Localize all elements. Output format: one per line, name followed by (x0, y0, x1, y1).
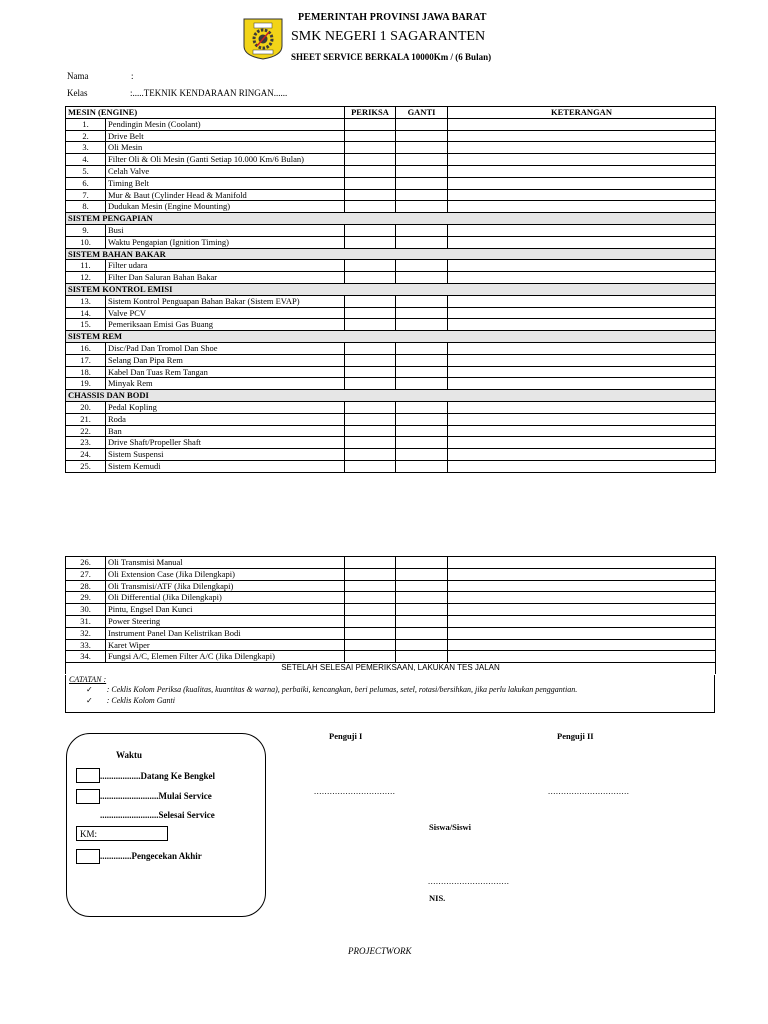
periksa-cell[interactable] (345, 651, 396, 663)
item-name: Disc/Pad Dan Tromol Dan Shoe (106, 342, 345, 354)
section-title: CHASSIS DAN BODI (66, 390, 716, 402)
item-number: 2. (66, 130, 106, 142)
table-row (66, 366, 716, 378)
header-keterangan: KETERANGAN (448, 107, 716, 119)
keterangan-cell[interactable] (448, 154, 716, 166)
table-row (66, 580, 716, 592)
table-row (66, 425, 716, 437)
ganti-cell[interactable] (396, 177, 448, 189)
mulai-label: ..........................Mulai Service (100, 791, 212, 801)
school-logo (241, 16, 285, 60)
periksa-cell[interactable] (345, 627, 396, 639)
table-row (66, 189, 716, 201)
periksa-cell[interactable] (345, 378, 396, 390)
ganti-cell[interactable] (396, 604, 448, 616)
keterangan-cell[interactable] (448, 342, 716, 354)
notes-line-1 (86, 685, 577, 694)
item-name: Oli Extension Case (Jika Dilengkapi) (106, 568, 345, 580)
siswa-label: Siswa/Siswi (429, 822, 472, 832)
item-name: Drive Shaft/Propeller Shaft (106, 437, 345, 449)
service-table-1 (65, 106, 716, 473)
item-name: Roda (106, 413, 345, 425)
periksa-cell[interactable] (345, 401, 396, 413)
keterangan-cell[interactable] (448, 319, 716, 331)
item-number: 21. (66, 413, 106, 425)
table-row (66, 154, 716, 166)
header-periksa: PERIKSA (345, 107, 396, 119)
item-number: 32. (66, 627, 106, 639)
item-name: Minyak Rem (106, 378, 345, 390)
keterangan-cell[interactable] (448, 378, 716, 390)
periksa-cell[interactable] (345, 366, 396, 378)
section-row (66, 213, 716, 225)
ganti-cell[interactable] (396, 118, 448, 130)
penguji-2-label: Penguji II (557, 731, 594, 741)
pengecekan-label: ..............Pengecekan Akhir (100, 851, 202, 861)
keterangan-cell[interactable] (448, 568, 716, 580)
keterangan-cell[interactable] (448, 130, 716, 142)
table-row (66, 260, 716, 272)
keterangan-cell[interactable] (448, 295, 716, 307)
periksa-cell[interactable] (345, 592, 396, 604)
ganti-cell[interactable] (396, 295, 448, 307)
kelas-value: :.....TEKNIK KENDARAAN RINGAN...... (130, 88, 288, 98)
item-number: 8. (66, 201, 106, 213)
notes-box (65, 675, 715, 713)
penguji-1-signature-line[interactable]: ............................... (314, 786, 396, 796)
item-name: Busi (106, 224, 345, 236)
keterangan-cell[interactable] (448, 437, 716, 449)
check-icon: ✓ (86, 696, 93, 705)
notes-title: CATATAN : (69, 675, 107, 684)
ganti-cell[interactable] (396, 460, 448, 472)
keterangan-cell[interactable] (448, 592, 716, 604)
item-name: Oli Transmisi Manual (106, 557, 345, 569)
periksa-cell[interactable] (345, 118, 396, 130)
item-number: 7. (66, 189, 106, 201)
keterangan-cell[interactable] (448, 366, 716, 378)
keterangan-cell[interactable] (448, 401, 716, 413)
periksa-cell[interactable] (345, 354, 396, 366)
section-row (66, 390, 716, 402)
table-row (66, 437, 716, 449)
item-number: 24. (66, 449, 106, 461)
keterangan-cell[interactable] (448, 177, 716, 189)
item-number: 19. (66, 378, 106, 390)
table-row (66, 413, 716, 425)
table-row (66, 460, 716, 472)
item-number: 28. (66, 580, 106, 592)
item-name: Oli Transmisi/ATF (Jika Dilengkapi) (106, 580, 345, 592)
keterangan-cell[interactable] (448, 224, 716, 236)
table-row (66, 378, 716, 390)
keterangan-cell[interactable] (448, 201, 716, 213)
item-name: Sistem Kemudi (106, 460, 345, 472)
table-row (66, 236, 716, 248)
item-number: 6. (66, 177, 106, 189)
table-row (66, 568, 716, 580)
item-name: Sistem Kontrol Penguapan Bahan Bakar (Sistem EVAP) (106, 295, 345, 307)
table-row (66, 142, 716, 154)
item-number: 31. (66, 615, 106, 627)
item-name: Selang Dan Pipa Rem (106, 354, 345, 366)
item-number: 4. (66, 154, 106, 166)
item-number: 12. (66, 272, 106, 284)
item-number: 20. (66, 401, 106, 413)
keterangan-cell[interactable] (448, 354, 716, 366)
item-name: Valve PCV (106, 307, 345, 319)
ganti-cell[interactable] (396, 378, 448, 390)
keterangan-cell[interactable] (448, 260, 716, 272)
item-name: Timing Belt (106, 177, 345, 189)
keterangan-cell[interactable] (448, 615, 716, 627)
table-row (66, 165, 716, 177)
item-name: Pintu, Engsel Dan Kunci (106, 604, 345, 616)
after-check-row (66, 663, 716, 674)
ganti-cell[interactable] (396, 272, 448, 284)
periksa-cell[interactable] (345, 224, 396, 236)
item-number: 34. (66, 651, 106, 663)
item-number: 33. (66, 639, 106, 651)
ganti-cell[interactable] (396, 260, 448, 272)
periksa-cell[interactable] (345, 449, 396, 461)
periksa-cell[interactable] (345, 557, 396, 569)
periksa-cell[interactable] (345, 425, 396, 437)
selesai-spacer (76, 809, 100, 824)
periksa-cell[interactable] (345, 639, 396, 651)
item-name: Pemeriksaan Emisi Gas Buang (106, 319, 345, 331)
table-header-row (66, 107, 716, 119)
item-number: 23. (66, 437, 106, 449)
notes-line-1-text: : Ceklis Kolom Periksa (kualitas, kuantitas & warna), perbaiki, kencangkan, beri pelumas, setel, rotasi/bersihkan, jika perlu lakukan penggantian. (106, 685, 578, 694)
ganti-cell[interactable] (396, 224, 448, 236)
keterangan-cell[interactable] (448, 189, 716, 201)
item-number: 17. (66, 354, 106, 366)
item-name: Fungsi A/C, Elemen Filter A/C (Jika Dilengkapi) (106, 651, 345, 663)
keterangan-cell[interactable] (448, 460, 716, 472)
item-name: Ban (106, 425, 345, 437)
item-number: 25. (66, 460, 106, 472)
item-number: 15. (66, 319, 106, 331)
time-box (66, 733, 266, 917)
section-title: SISTEM REM (66, 331, 716, 343)
section-title: SISTEM KONTROL EMISI (66, 283, 716, 295)
ganti-cell[interactable] (396, 592, 448, 604)
header-mesin: MESIN (ENGINE) (66, 107, 345, 119)
ganti-cell[interactable] (396, 568, 448, 580)
table-row (66, 639, 716, 651)
item-number: 9. (66, 224, 106, 236)
nama-field (67, 71, 187, 83)
keterangan-cell[interactable] (448, 272, 716, 284)
periksa-cell[interactable] (345, 580, 396, 592)
periksa-cell[interactable] (345, 307, 396, 319)
keterangan-cell[interactable] (448, 307, 716, 319)
kelas-field (67, 88, 367, 100)
table-row (66, 354, 716, 366)
periksa-cell[interactable] (345, 177, 396, 189)
keterangan-cell[interactable] (448, 557, 716, 569)
item-name: Pedal Kopling (106, 401, 345, 413)
keterangan-cell[interactable] (448, 413, 716, 425)
ganti-cell[interactable] (396, 651, 448, 663)
siswa-signature-line[interactable]: ............................... (428, 876, 510, 886)
ganti-cell[interactable] (396, 627, 448, 639)
keterangan-cell[interactable] (448, 236, 716, 248)
keterangan-cell[interactable] (448, 604, 716, 616)
keterangan-cell[interactable] (448, 639, 716, 651)
periksa-cell[interactable] (345, 295, 396, 307)
item-number: 18. (66, 366, 106, 378)
ganti-cell[interactable] (396, 201, 448, 213)
ganti-cell[interactable] (396, 449, 448, 461)
item-number: 27. (66, 568, 106, 580)
item-name: Celah Valve (106, 165, 345, 177)
table-row (66, 592, 716, 604)
ganti-cell[interactable] (396, 130, 448, 142)
ganti-cell[interactable] (396, 401, 448, 413)
table-row (66, 449, 716, 461)
item-number: 3. (66, 142, 106, 154)
periksa-cell[interactable] (345, 342, 396, 354)
item-number: 14. (66, 307, 106, 319)
item-name: Waktu Pengapian (Ignition Timing) (106, 236, 345, 248)
periksa-cell[interactable] (345, 201, 396, 213)
after-check-text: SETELAH SELESAI PEMERIKSAAN, LAKUKAN TES JALAN (66, 663, 716, 674)
keterangan-cell[interactable] (448, 142, 716, 154)
ganti-cell[interactable] (396, 639, 448, 651)
item-number: 26. (66, 557, 106, 569)
item-name: Instrument Panel Dan Kelistrikan Bodi (106, 627, 345, 639)
ganti-cell[interactable] (396, 615, 448, 627)
datang-checkbox[interactable] (76, 768, 100, 783)
periksa-cell[interactable] (345, 189, 396, 201)
periksa-cell[interactable] (345, 165, 396, 177)
periksa-cell[interactable] (345, 260, 396, 272)
ganti-cell[interactable] (396, 425, 448, 437)
table-row (66, 651, 716, 663)
section-title: SISTEM PENGAPIAN (66, 213, 716, 225)
periksa-cell[interactable] (345, 272, 396, 284)
periksa-cell[interactable] (345, 413, 396, 425)
ganti-cell[interactable] (396, 354, 448, 366)
item-number: 13. (66, 295, 106, 307)
notes-line-2 (86, 696, 175, 705)
table-row (66, 118, 716, 130)
province-title: PEMERINTAH PROVINSI JAWA BARAT (298, 12, 487, 23)
table-row (66, 130, 716, 142)
ganti-cell[interactable] (396, 307, 448, 319)
item-name: Oli Differential (Jika Dilengkapi) (106, 592, 345, 604)
km-field[interactable] (76, 826, 168, 841)
km-label: KM: (80, 829, 98, 839)
keterangan-cell[interactable] (448, 580, 716, 592)
keterangan-cell[interactable] (448, 118, 716, 130)
ganti-cell[interactable] (396, 580, 448, 592)
time-box-title: Waktu (116, 750, 143, 760)
table-row (66, 224, 716, 236)
nama-value: : (131, 71, 134, 81)
table-row (66, 604, 716, 616)
header-ganti: GANTI (396, 107, 448, 119)
ganti-cell[interactable] (396, 236, 448, 248)
item-name: Pendingin Mesin (Coolant) (106, 118, 345, 130)
item-number: 10. (66, 236, 106, 248)
table-row (66, 201, 716, 213)
ganti-cell[interactable] (396, 413, 448, 425)
footer-text: PROJECTWORK (348, 946, 412, 956)
table-row (66, 295, 716, 307)
ganti-cell[interactable] (396, 142, 448, 154)
ganti-cell[interactable] (396, 342, 448, 354)
table-row (66, 307, 716, 319)
item-number: 29. (66, 592, 106, 604)
ganti-cell[interactable] (396, 165, 448, 177)
pengecekan-checkbox[interactable] (76, 849, 100, 864)
table-row (66, 272, 716, 284)
keterangan-cell[interactable] (448, 165, 716, 177)
school-name: SMK NEGERI 1 SAGARANTEN (291, 29, 486, 44)
item-name: Dudukan Mesin (Engine Mounting) (106, 201, 345, 213)
item-name: Mur & Baut (Cylinder Head & Manifold (106, 189, 345, 201)
ganti-cell[interactable] (396, 154, 448, 166)
table-row (66, 557, 716, 569)
check-icon: ✓ (86, 685, 93, 694)
item-number: 22. (66, 425, 106, 437)
item-name: Karet Wiper (106, 639, 345, 651)
ganti-cell[interactable] (396, 366, 448, 378)
item-number: 30. (66, 604, 106, 616)
periksa-cell[interactable] (345, 568, 396, 580)
item-number: 11. (66, 260, 106, 272)
nama-label: Nama (67, 71, 89, 81)
periksa-cell[interactable] (345, 130, 396, 142)
item-name: Filter Dan Saluran Bahan Bakar (106, 272, 345, 284)
service-table-2 (65, 556, 716, 674)
item-number: 1. (66, 118, 106, 130)
penguji-1-label: Penguji I (329, 731, 363, 741)
section-row (66, 248, 716, 260)
table-row (66, 401, 716, 413)
item-name: Oli Mesin (106, 142, 345, 154)
mulai-checkbox[interactable] (76, 789, 100, 804)
ganti-cell[interactable] (396, 319, 448, 331)
item-name: Filter udara (106, 260, 345, 272)
periksa-cell[interactable] (345, 615, 396, 627)
keterangan-cell[interactable] (448, 425, 716, 437)
keterangan-cell[interactable] (448, 627, 716, 639)
keterangan-cell[interactable] (448, 449, 716, 461)
sheet-title: SHEET SERVICE BERKALA 10000Km / (6 Bulan) (291, 52, 492, 62)
periksa-cell[interactable] (345, 154, 396, 166)
table-row (66, 627, 716, 639)
item-number: 16. (66, 342, 106, 354)
item-name: Drive Belt (106, 130, 345, 142)
ganti-cell[interactable] (396, 557, 448, 569)
item-name: Power Steering (106, 615, 345, 627)
item-number: 5. (66, 165, 106, 177)
ganti-cell[interactable] (396, 189, 448, 201)
periksa-cell[interactable] (345, 460, 396, 472)
table-row (66, 319, 716, 331)
notes-line-2-text: : Ceklis Kolom Ganti (106, 696, 175, 705)
section-title: SISTEM BAHAN BAKAR (66, 248, 716, 260)
keterangan-cell[interactable] (448, 651, 716, 663)
item-name: Kabel Dan Tuas Rem Tangan (106, 366, 345, 378)
periksa-cell[interactable] (345, 437, 396, 449)
datang-label: ..................Datang Ke Bengkel (100, 771, 216, 781)
kelas-label: Kelas (67, 88, 88, 98)
periksa-cell[interactable] (345, 604, 396, 616)
section-row (66, 283, 716, 295)
item-name: Sistem Suspensi (106, 449, 345, 461)
section-row (66, 331, 716, 343)
nis-label: NIS. (429, 893, 446, 903)
periksa-cell[interactable] (345, 142, 396, 154)
penguji-2-signature-line[interactable]: ............................... (548, 786, 630, 796)
table-row (66, 342, 716, 354)
selesai-label: ..........................Selesai Service (100, 810, 215, 820)
periksa-cell[interactable] (345, 236, 396, 248)
periksa-cell[interactable] (345, 319, 396, 331)
item-name: Filter Oli & Oli Mesin (Ganti Setiap 10.000 Km/6 Bulan) (106, 154, 345, 166)
table-row (66, 177, 716, 189)
ganti-cell[interactable] (396, 437, 448, 449)
table-row (66, 615, 716, 627)
